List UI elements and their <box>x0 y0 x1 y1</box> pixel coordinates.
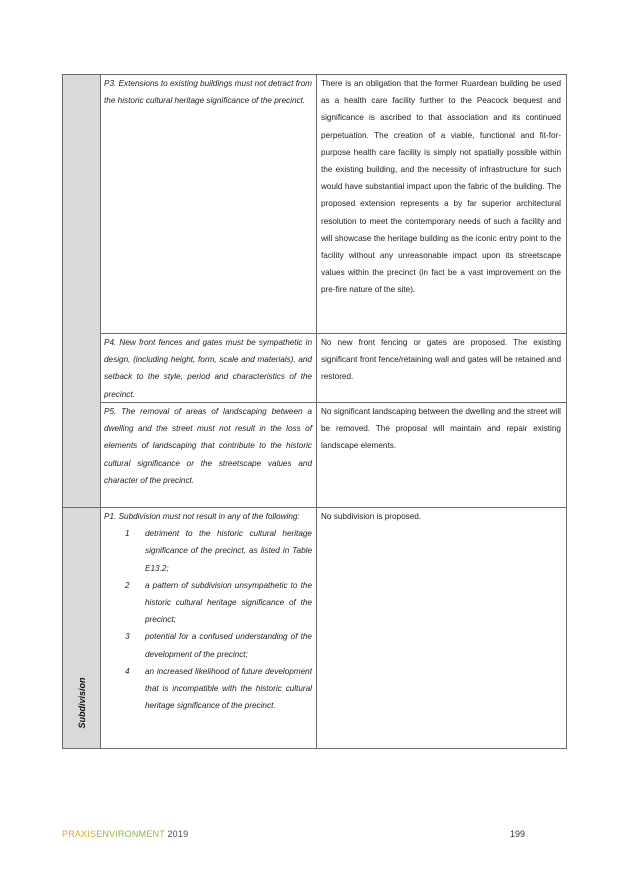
section-label-subdivision: Subdivision <box>77 677 87 729</box>
brand-praxis: PRAXIS <box>62 829 97 839</box>
list-item-number: 2 <box>125 580 130 590</box>
assessment-table <box>62 74 567 749</box>
response-subdivision: No subdivision is proposed. <box>321 512 422 521</box>
criterion-p3: P3. Extensions to existing buildings must not detract from the historic cultural heritage significance of the precinct. <box>104 79 312 106</box>
list-item-number: 4 <box>125 666 130 676</box>
section-label-column <box>63 75 101 748</box>
footer-year: 2019 <box>164 829 189 839</box>
list-item-number: 1 <box>125 529 130 539</box>
list-item-text: potential for a confused understanding of the development of the precinct; <box>145 632 312 659</box>
criterion-p5: P5. The removal of areas of landscaping between a dwelling and the street must not result in the loss of elements of landscaping that contribute to the historic cultural significance or the streetscape values and character of the precinct. <box>104 407 312 485</box>
list-item-text: an increased likelihood of future development that is incompatible with the historic cultural heritage significance of the precinct. <box>145 666 312 711</box>
column-divider <box>316 75 317 748</box>
response-p5: No significant landscaping between the dwelling and the street will be removed. The proposal will maintain and repair existing landscape elements. <box>321 407 561 451</box>
list-item <box>104 628 312 662</box>
criterion-subdivision-p1 <box>104 508 312 714</box>
list-item-text: detriment to the historic cultural heritage significance of the precinct, as listed in Table E13.2; <box>145 529 312 573</box>
response-p3: There is an obligation that the former Ruardean building be used as a health care facility further to the Peacock bequest and significance is ascribed to that association and its continued perpetuation. The creation of a viable, functional and fit-for-purpose health care facility is simply not spatially possible within the existing building, and the necessity of infrastructure for such would have substantial impact upon the fabric of the building. The proposed extension represents a by far superior architectural resolution to meet the contemporary needs of such a facility and will showcase the heritage building as the iconic entry point to the facility without any unreasonable impact upon its streetscape values within the precinct (in fact be a vast improvement on the pre-fire nature of the site). <box>321 79 561 295</box>
criterion-intro: P1. Subdivision must not result in any of the following: <box>104 512 300 521</box>
response-p4: No new front fencing or gates are proposed. The existing significant front fence/retaining wall and gates will be retained and restored. <box>321 338 561 382</box>
list-item <box>104 577 312 629</box>
page-number: 199 <box>510 829 526 839</box>
list-item <box>104 525 312 577</box>
list-item-text: a pattern of subdivision unsympathetic to the historic cultural heritage significance of the precinct; <box>145 580 312 625</box>
list-item <box>104 663 312 715</box>
list-item-number: 3 <box>125 632 130 642</box>
criterion-p4: P4. New front fences and gates must be sympathetic in design, (including height, form, scale and materials), and setback to the style, period and characteristics of the precinct. <box>104 338 312 399</box>
criterion-list <box>104 525 312 714</box>
brand-environment: ENVIRONMENT <box>96 829 165 839</box>
footer-brand <box>62 829 188 839</box>
